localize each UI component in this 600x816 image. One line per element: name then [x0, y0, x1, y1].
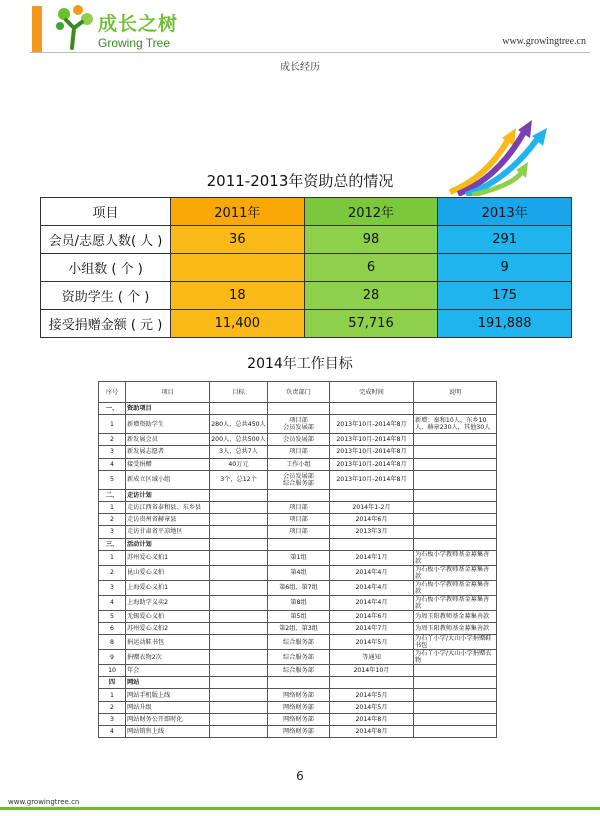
goals-cell: 3 [99, 713, 126, 725]
goals-cell [414, 403, 497, 415]
summary-header-cell: 项目 [41, 198, 171, 226]
goals-row [99, 470, 497, 489]
summary-cell: 57,716 [304, 310, 438, 338]
header-divider [30, 52, 590, 53]
goals-cell [414, 689, 497, 701]
summary-row-label: 资助学生 ( 个 ) [41, 282, 171, 310]
goals-cell: 第6组、第7组 [268, 580, 330, 595]
goals-row [99, 635, 497, 650]
goals-cell: 2014年4月 [330, 565, 414, 580]
goals-cell: 网络财务部 [268, 701, 330, 713]
goals-cell: 新发展会员 [126, 434, 210, 446]
goals-cell: 280人，总共450人 [210, 415, 268, 434]
goals-cell: 会员发展部 综合服务部 [268, 470, 330, 489]
summary-cell: 18 [171, 282, 305, 310]
goals-cell [210, 580, 268, 595]
goals-cell [210, 622, 268, 634]
goals-title: 2014年工作目标 [247, 356, 353, 372]
goals-cell [210, 565, 268, 580]
goals-cell: 项目部 [268, 446, 330, 458]
goals-cell: 为石板小学教师基金募集善款 [414, 580, 497, 595]
goals-cell: 6 [99, 622, 126, 634]
goals-cell: 2013年3月 [330, 526, 414, 538]
goals-cell: 资助项目 [126, 403, 210, 415]
summary-row-label: 小组数 ( 个 ) [41, 254, 171, 282]
goals-cell: 2013年10月-2014年8月 [330, 458, 414, 470]
goals-row [99, 501, 497, 513]
goals-cell [414, 665, 497, 677]
goals-cell: 第5组 [268, 610, 330, 622]
goals-row [99, 580, 497, 595]
goals-cell: 走访甘肃省平凉地区 [126, 526, 210, 538]
goals-cell: 上海爱心义拍1 [126, 580, 210, 595]
goals-cell: 项目部 会员发展部 [268, 415, 330, 434]
goals-row [99, 550, 497, 565]
goals-row [99, 665, 497, 677]
goals-cell [210, 403, 268, 415]
goals-section-row [99, 403, 497, 415]
summary-cell [171, 254, 305, 282]
summary-cell: 36 [171, 226, 305, 254]
goals-row [99, 701, 497, 713]
goals-cell: 为石板小学教师基金募集善款 [414, 595, 497, 610]
summary-title: 2011-2013年资助总的情况 [206, 172, 394, 190]
goals-row [99, 726, 497, 738]
goals-header-cell: 序号 [99, 382, 126, 403]
summary-cell: 28 [304, 282, 438, 310]
goals-cell [414, 713, 497, 725]
summary-row [41, 282, 572, 310]
goals-section-row [99, 538, 497, 550]
goals-row [99, 434, 497, 446]
summary-cell: 191,888 [438, 310, 572, 338]
summary-row-label: 接受捐赠金额 ( 元 ) [41, 310, 171, 338]
goals-row [99, 595, 497, 610]
goals-cell [210, 610, 268, 622]
goals-cell: 二、 [99, 489, 126, 501]
goals-cell: 1 [99, 550, 126, 565]
goals-cell: 活动计划 [126, 538, 210, 550]
goals-cell: 2014年10月 [330, 665, 414, 677]
logo-text-en: Growing Tree [98, 36, 171, 50]
goals-row [99, 650, 497, 665]
goals-header-cell: 负责部门 [268, 382, 330, 403]
logo-text-cn: 成长之树 [98, 13, 179, 35]
summary-cell: 11,400 [171, 310, 305, 338]
goals-cell: 2 [99, 565, 126, 580]
goals-cell: 1 [99, 415, 126, 434]
goals-cell: 苏州爱心义拍1 [126, 550, 210, 565]
goals-cell: 为周玉阳教师基金募集善款 [414, 610, 497, 622]
goals-cell: 2 [99, 701, 126, 713]
goals-cell: 接受捐赠 [126, 458, 210, 470]
goals-cell: 新发展志愿者 [126, 446, 210, 458]
summary-cell: 6 [304, 254, 438, 282]
goals-cell: 2014年8月 [330, 713, 414, 725]
goals-cell [268, 403, 330, 415]
goals-cell: 为石丫小学/大山小学捐赠衣物 [414, 650, 497, 665]
goals-cell: 新增：秦和10人，东乡10人，赫章230人，其他30人 [414, 415, 497, 434]
goals-cell [210, 635, 268, 650]
goals-cell [210, 713, 268, 725]
goals-row [99, 713, 497, 725]
goals-cell: 3 [99, 526, 126, 538]
goals-cell: 2014年4月 [330, 580, 414, 595]
goals-cell [210, 550, 268, 565]
summary-cell: 175 [438, 282, 572, 310]
goals-cell: 3 [99, 580, 126, 595]
goals-cell [210, 665, 268, 677]
goals-cell: 第8组 [268, 595, 330, 610]
goals-cell: 项目部 [268, 526, 330, 538]
goals-row [99, 689, 497, 701]
goals-cell: 2014年7月 [330, 622, 414, 634]
summary-cell: 98 [304, 226, 438, 254]
goals-cell: 2014年6月 [330, 514, 414, 526]
goals-row [99, 610, 497, 622]
goals-cell: 2014年5月 [330, 635, 414, 650]
goals-cell: 网站销售上线 [126, 726, 210, 738]
goals-cell: 1 [99, 689, 126, 701]
goals-cell: 2014年6月 [330, 610, 414, 622]
goals-cell: 为石丫小学/大山小学捐赠鞋书包 [414, 635, 497, 650]
goals-cell: 2014年8月 [330, 726, 414, 738]
goals-cell: 捐赠衣物2次 [126, 650, 210, 665]
goals-cell [268, 538, 330, 550]
goals-table [98, 381, 497, 738]
goals-header-row [99, 382, 497, 403]
tree-logo-icon [52, 4, 96, 50]
goals-cell: 项目部 [268, 501, 330, 513]
goals-cell: 2 [99, 514, 126, 526]
goals-cell: 网站升级 [126, 701, 210, 713]
summary-cell: 291 [438, 226, 572, 254]
summary-header-row [41, 198, 572, 226]
summary-row [41, 254, 572, 282]
footer-divider [0, 807, 600, 810]
goals-cell: 走访江西省泰和县、东乡县 [126, 501, 210, 513]
goals-cell: 40万元 [210, 458, 268, 470]
summary-header-cell: 2011年 [171, 198, 305, 226]
header-accent-bar [32, 6, 42, 53]
goals-cell [330, 489, 414, 501]
goals-row [99, 446, 497, 458]
goals-cell: 2013年10月-2014年8月 [330, 434, 414, 446]
goals-cell: 1 [99, 501, 126, 513]
goals-row [99, 622, 497, 634]
goals-cell: 4 [99, 726, 126, 738]
footer-site-url[interactable]: www.growingtree.cn [8, 798, 80, 806]
goals-cell: 5 [99, 610, 126, 622]
goals-cell [210, 501, 268, 513]
goals-cell: 上海助学义卖2 [126, 595, 210, 610]
goals-cell: 8 [99, 635, 126, 650]
goals-cell: 2014年5月 [330, 701, 414, 713]
goals-cell: 工作小组 [268, 458, 330, 470]
goals-cell [414, 526, 497, 538]
goals-section-row [99, 677, 497, 689]
goals-cell [210, 689, 268, 701]
goals-cell: 走访计划 [126, 489, 210, 501]
goals-cell: 2013年10月-2014年8月 [330, 446, 414, 458]
goals-cell: 为石板小学教师基金募集善款 [414, 550, 497, 565]
summary-header-cell: 2012年 [304, 198, 438, 226]
goals-cell [210, 526, 268, 538]
goals-cell: 网站财务公开即时化 [126, 713, 210, 725]
goals-cell [414, 458, 497, 470]
goals-cell [414, 434, 497, 446]
goals-cell: 4 [99, 458, 126, 470]
goals-cell: 网络财务部 [268, 689, 330, 701]
goals-cell: 9 [99, 650, 126, 665]
goals-cell [414, 489, 497, 501]
summary-table [40, 197, 572, 338]
goals-cell: 网站 [126, 677, 210, 689]
goals-cell: 一、 [99, 403, 126, 415]
goals-cell: 为石板小学教师基金募集善款 [414, 565, 497, 580]
goals-cell: 200人，总共500人 [210, 434, 268, 446]
summary-row [41, 310, 572, 338]
goals-section-row [99, 489, 497, 501]
goals-row [99, 514, 497, 526]
section-label: 成长经历 [280, 62, 320, 73]
goals-cell: 第1组 [268, 550, 330, 565]
goals-header-cell: 项目 [126, 382, 210, 403]
goals-cell [330, 403, 414, 415]
goals-cell: 综合服务部 [268, 665, 330, 677]
goals-cell: 无锡爱心义拍 [126, 610, 210, 622]
goals-cell: 新成立区域小组 [126, 470, 210, 489]
goals-header-cell: 完成时间 [330, 382, 414, 403]
goals-cell: 网站手机版上线 [126, 689, 210, 701]
goals-cell [210, 650, 268, 665]
goals-cell: 2013年10月-2014年8月 [330, 415, 414, 434]
goals-cell [414, 446, 497, 458]
goals-cell [414, 538, 497, 550]
goals-cell [414, 470, 497, 489]
goals-cell [330, 677, 414, 689]
goals-cell: 网络财务部 [268, 713, 330, 725]
goals-cell: 3 [99, 446, 126, 458]
goals-row [99, 458, 497, 470]
goals-cell: 项目部 [268, 514, 330, 526]
goals-cell: 第2组、第3组 [268, 622, 330, 634]
goals-cell [210, 538, 268, 550]
summary-row-label: 会员/志愿人数( 人 ) [41, 226, 171, 254]
goals-cell: 为周玉阳教师基金募集善款 [414, 622, 497, 634]
goals-cell: 2 [99, 434, 126, 446]
summary-cell: 9 [438, 254, 572, 282]
goals-cell: 3人，总共7人 [210, 446, 268, 458]
goals-cell: 5 [99, 470, 126, 489]
header-site-url[interactable]: www.growingtree.cn [502, 36, 586, 47]
goals-cell: 走访贵州省赫章县 [126, 514, 210, 526]
goals-cell [268, 677, 330, 689]
goals-cell: 苏州爱心义拍2 [126, 622, 210, 634]
goals-cell: 第4组 [268, 565, 330, 580]
goals-cell [210, 726, 268, 738]
goals-cell [210, 701, 268, 713]
goals-cell: 新增资助学生 [126, 415, 210, 434]
summary-header-cell: 2013年 [438, 198, 572, 226]
goals-header-cell: 说明 [414, 382, 497, 403]
goals-cell [414, 501, 497, 513]
goals-row [99, 565, 497, 580]
goals-header-cell: 目标 [210, 382, 268, 403]
goals-cell [414, 701, 497, 713]
goals-cell [330, 538, 414, 550]
goals-cell: 网络财务部 [268, 726, 330, 738]
goals-cell: 10 [99, 665, 126, 677]
goals-cell: 2014年4月 [330, 595, 414, 610]
goals-cell: 2014年5月 [330, 689, 414, 701]
goals-row [99, 526, 497, 538]
goals-cell: 四 [99, 677, 126, 689]
goals-cell [210, 677, 268, 689]
goals-cell [210, 489, 268, 501]
goals-cell: 捐运动鞋书包 [126, 635, 210, 650]
goals-cell: 2014年1月 [330, 550, 414, 565]
goals-cell [414, 726, 497, 738]
goals-cell [210, 595, 268, 610]
goals-cell: 年会 [126, 665, 210, 677]
goals-cell [414, 514, 497, 526]
goals-cell [268, 489, 330, 501]
goals-cell: 会员发展部 [268, 434, 330, 446]
goals-cell: 等通知 [330, 650, 414, 665]
goals-cell [210, 514, 268, 526]
goals-cell: 2014年1-2月 [330, 501, 414, 513]
goals-cell: 3个，总12个 [210, 470, 268, 489]
summary-row [41, 226, 572, 254]
goals-cell: 4 [99, 595, 126, 610]
goals-row [99, 415, 497, 434]
page-number: 6 [296, 769, 304, 783]
goals-cell: 综合服务部 [268, 650, 330, 665]
goals-cell: 三、 [99, 538, 126, 550]
goals-cell: 2013年10月-2014年8月 [330, 470, 414, 489]
goals-cell: 昆山爱心义拍 [126, 565, 210, 580]
goals-cell: 综合服务部 [268, 635, 330, 650]
goals-cell [414, 677, 497, 689]
